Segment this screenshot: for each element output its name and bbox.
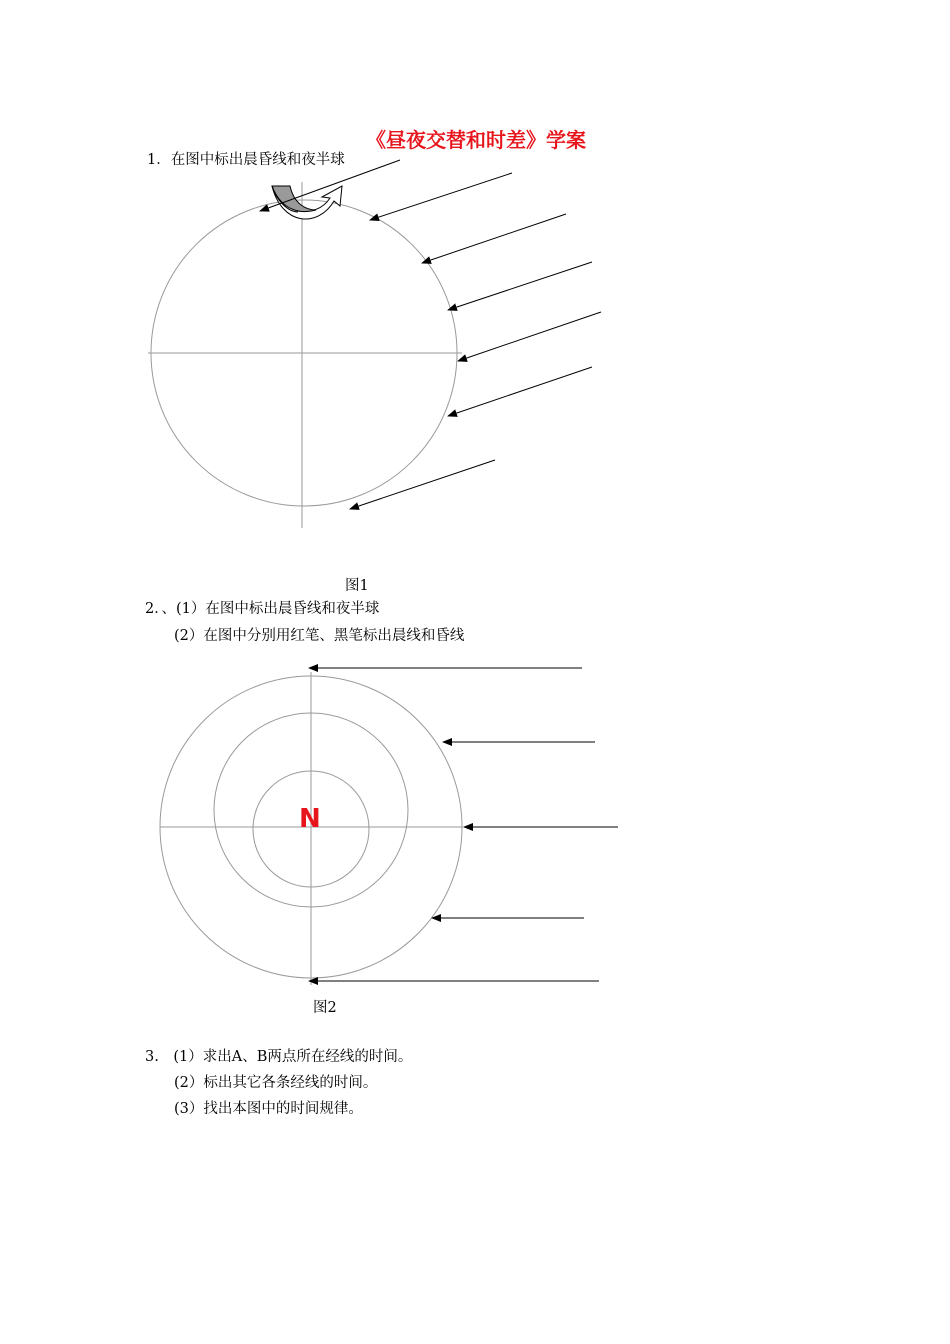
- north-pole-label: N: [299, 804, 321, 834]
- sun-ray: [448, 367, 592, 416]
- question-2-line2: (2）在图中分别用红笔、黑笔标出晨线和昏线: [174, 628, 465, 644]
- question-3-line1: 3. (1）求出A、B两点所在经线的时间。: [145, 1049, 413, 1065]
- sunlight-arrows-fig2: [309, 668, 618, 981]
- sun-ray: [448, 262, 592, 310]
- figure-1-caption: 图1: [345, 578, 369, 594]
- sun-ray: [370, 173, 512, 220]
- page-title: 《昼夜交替和时差》学案: [366, 128, 586, 152]
- question-2-line1: 2．、(1）在图中标出晨昏线和夜半球: [145, 601, 380, 617]
- question-3-line3: (3）找出本图中的时间规律。: [174, 1101, 363, 1117]
- figure-2-caption: 图2: [313, 1000, 337, 1016]
- sun-ray: [422, 214, 566, 263]
- question-3-line2: (2）标出其它各条经线的时间。: [174, 1075, 378, 1091]
- question-1-prompt: 1．在图中标出晨昏线和夜半球: [147, 152, 345, 168]
- sun-ray: [458, 312, 601, 361]
- sun-ray: [350, 460, 495, 509]
